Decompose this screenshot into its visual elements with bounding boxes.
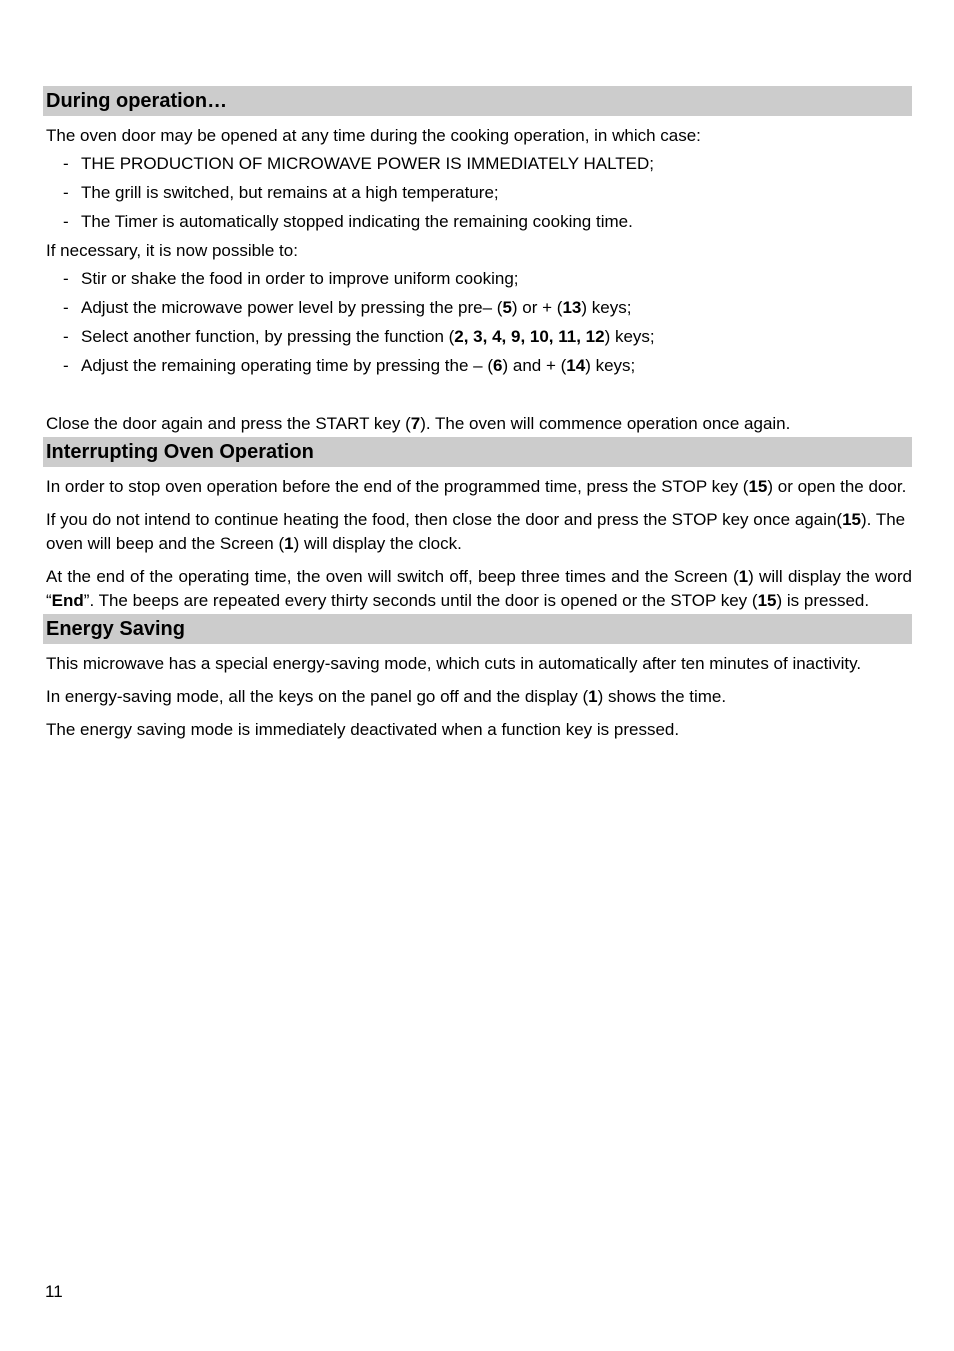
dash-marker: - <box>63 269 69 288</box>
list-item: - THE PRODUCTION OF MICROWAVE POWER IS IMMEDIATELY HALTED; <box>43 152 912 176</box>
key-number: 15 <box>842 510 862 529</box>
key-number: 2, 3, 4, 9, 10, 11, 12 <box>454 327 605 346</box>
key-number: 13 <box>562 298 582 317</box>
dash-marker: - <box>63 356 69 375</box>
key-number: 7 <box>410 414 421 433</box>
paragraph-close-door: Close the door again and press the START key (7). The oven will commence operation once again. <box>46 414 791 433</box>
list-item: - Stir or shake the food in order to improve uniform cooking; <box>43 267 912 291</box>
paragraph-stop-heating: If you do not intend to continue heating the food, then close the door and press the STOP key once again(15). The oven will beep and the Screen (1) will display the clock. <box>46 510 906 553</box>
section-heading-during-operation: During operation… <box>43 86 912 116</box>
dash-marker: - <box>63 298 69 317</box>
paragraph-energy-keys-off: In energy-saving mode, all the keys on the panel go off and the display (1) shows the time. <box>46 687 727 706</box>
document-page <box>43 86 912 742</box>
list-door-effects <box>43 152 912 234</box>
list-item: - Select another function, by pressing the function (2, 3, 4, 9, 10, 11, 12) keys; <box>43 325 912 349</box>
paragraph-energy-deactivated: The energy saving mode is immediately deactivated when a function key is pressed. <box>46 720 680 739</box>
paragraph-stop-operation: In order to stop oven operation before the end of the programmed time, press the STOP key (15) or open the door. <box>46 477 907 496</box>
key-number: 1 <box>284 534 294 553</box>
display-word-end: End <box>51 591 84 610</box>
list-possible-actions <box>43 267 912 378</box>
dash-marker: - <box>63 327 69 346</box>
page-number: 11 <box>45 1282 63 1301</box>
key-number: 6 <box>493 356 503 375</box>
dash-marker: - <box>63 154 69 173</box>
key-number: 15 <box>748 477 768 496</box>
key-number: 1 <box>588 687 598 706</box>
list-item: - The grill is switched, but remains at a high temperature; <box>43 181 912 205</box>
section-heading-energy-saving: Energy Saving <box>43 614 912 644</box>
paragraph-energy-mode: This microwave has a special energy-saving mode, which cuts in automatically after ten minutes of inactivity. <box>46 654 862 673</box>
dash-marker: - <box>63 183 69 202</box>
key-number: 5 <box>502 298 512 317</box>
list-item: - The Timer is automatically stopped indicating the remaining cooking time. <box>43 210 912 234</box>
key-number: 15 <box>757 591 777 610</box>
section-heading-interrupting: Interrupting Oven Operation <box>43 437 912 467</box>
list-item: - Adjust the microwave power level by pressing the pre– (5) or + (13) keys; <box>43 296 912 320</box>
paragraph-end-of-time: At the end of the operating time, the oven will switch off, beep three times and the Screen (1) will display the word “End”. The beeps are repeated every thirty seconds until the door is opened or the STOP key (15) is pressed. <box>46 567 913 610</box>
dash-marker: - <box>63 212 69 231</box>
list-item: - Adjust the remaining operating time by pressing the – (6) and + (14) keys; <box>43 354 912 378</box>
key-number: 14 <box>566 356 586 375</box>
key-number: 1 <box>738 567 749 586</box>
paragraph-door-opened: The oven door may be opened at any time during the cooking operation, in which case: <box>46 126 701 145</box>
paragraph-if-necessary: If necessary, it is now possible to: <box>46 241 298 260</box>
